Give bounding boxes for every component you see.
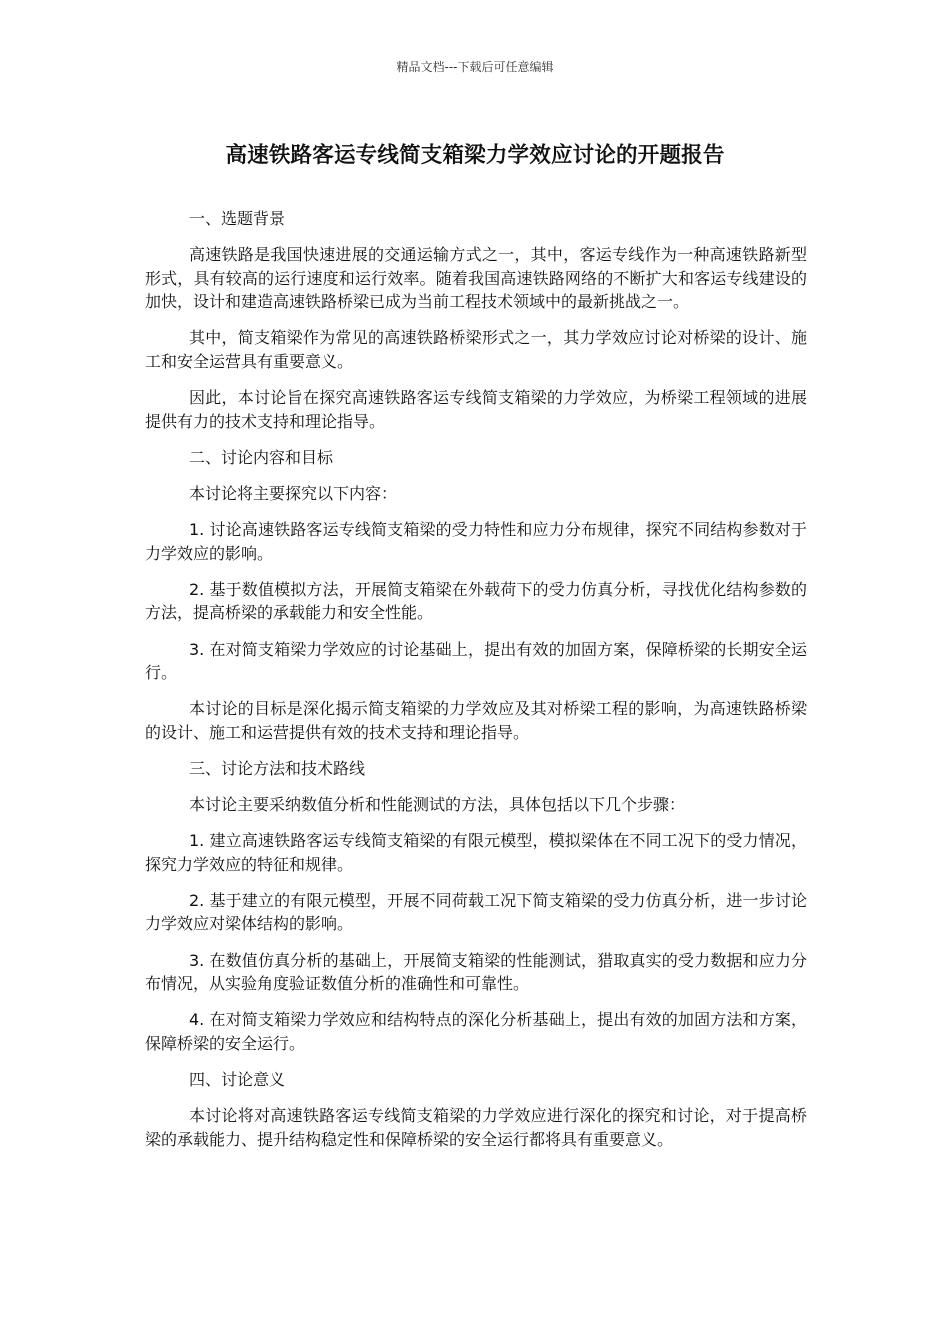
section-heading-significance: 四、讨论意义 <box>189 1070 286 1089</box>
section-heading-content-goals: 二、讨论内容和目标 <box>189 447 334 467</box>
section-heading-methods: 三、讨论方法和技术路线 <box>189 758 366 778</box>
list-item: 4. 在对简支箱梁力学效应和结构特点的深化分析基础上，提出有效的加固方法和方案，保障桥梁的安全运行。 <box>145 1010 807 1053</box>
list-item: 3. 在数值仿真分析的基础上，开展简支箱梁的性能测试，猎取真实的受力数据和应力分布情况，从实验角度验证数值分析的准确性和可靠性。 <box>145 950 807 994</box>
list-item: 1. 讨论高速铁路客运专线简支箱梁的受力特性和应力分布规律，探究不同结构参数对于力学效应的影响。 <box>145 520 807 563</box>
paragraph: 高速铁路是我国快速进展的交通运输方式之一，其中，客运专线作为一种高速铁路新型形式，具有较高的运行速度和运行效率。随着我国高速铁路网络的不断扩大和客运专线建设的加快，设计和建造高速铁路桥梁已成为当前工程技术领域中的最新挑战之一。 <box>145 245 807 312</box>
list-item: 2. 基于数值模拟方法，开展简支箱梁在外载荷下的受力仿真分析，寻找优化结构参数的方法，提高桥梁的承载能力和安全性能。 <box>145 579 807 623</box>
paragraph: 本讨论将对高速铁路客运专线简支箱梁的力学效应进行深化的探究和讨论，对于提高桥梁的承载能力、提升结构稳定性和保障桥梁的安全运行都将具有重要意义。 <box>145 1106 807 1149</box>
paragraph: 因此，本讨论旨在探究高速铁路客运专线简支箱梁的力学效应，为桥梁工程领域的进展提供有力的技术支持和理论指导。 <box>145 388 807 431</box>
paragraph: 本讨论的目标是深化揭示简支箱梁的力学效应及其对桥梁工程的影响，为高速铁路桥梁的设计、施工和运营提供有效的技术支持和理论指导。 <box>145 699 807 742</box>
paragraph: 本讨论主要采纳数值分析和性能测试的方法，具体包括以下几个步骤： <box>189 795 686 815</box>
document-body <box>145 207 807 1164</box>
document-title: 高速铁路客运专线简支箱梁力学效应讨论的开题报告 <box>225 143 725 168</box>
list-item: 1. 建立高速铁路客运专线简支箱梁的有限元模型，模拟梁体在不同工况下的受力情况，探究力学效应的特征和规律。 <box>145 831 807 874</box>
paragraph: 其中，简支箱梁作为常见的高速铁路桥梁形式之一，其力学效应讨论对桥梁的设计、施工和安全运营具有重要意义。 <box>145 328 807 371</box>
page-header: 精品文档---下载后可任意编辑 <box>396 60 554 74</box>
paragraph: 本讨论将主要探究以下内容： <box>189 483 398 503</box>
list-item: 2. 基于建立的有限元模型，开展不同荷载工况下简支箱梁的受力仿真分析，进一步讨论力学效应对梁体结构的影响。 <box>145 890 807 934</box>
list-item: 3. 在对简支箱梁力学效应的讨论基础上，提出有效的加固方案，保障桥梁的长期安全运行。 <box>145 639 807 682</box>
section-heading-background: 一、选题背景 <box>189 209 286 228</box>
